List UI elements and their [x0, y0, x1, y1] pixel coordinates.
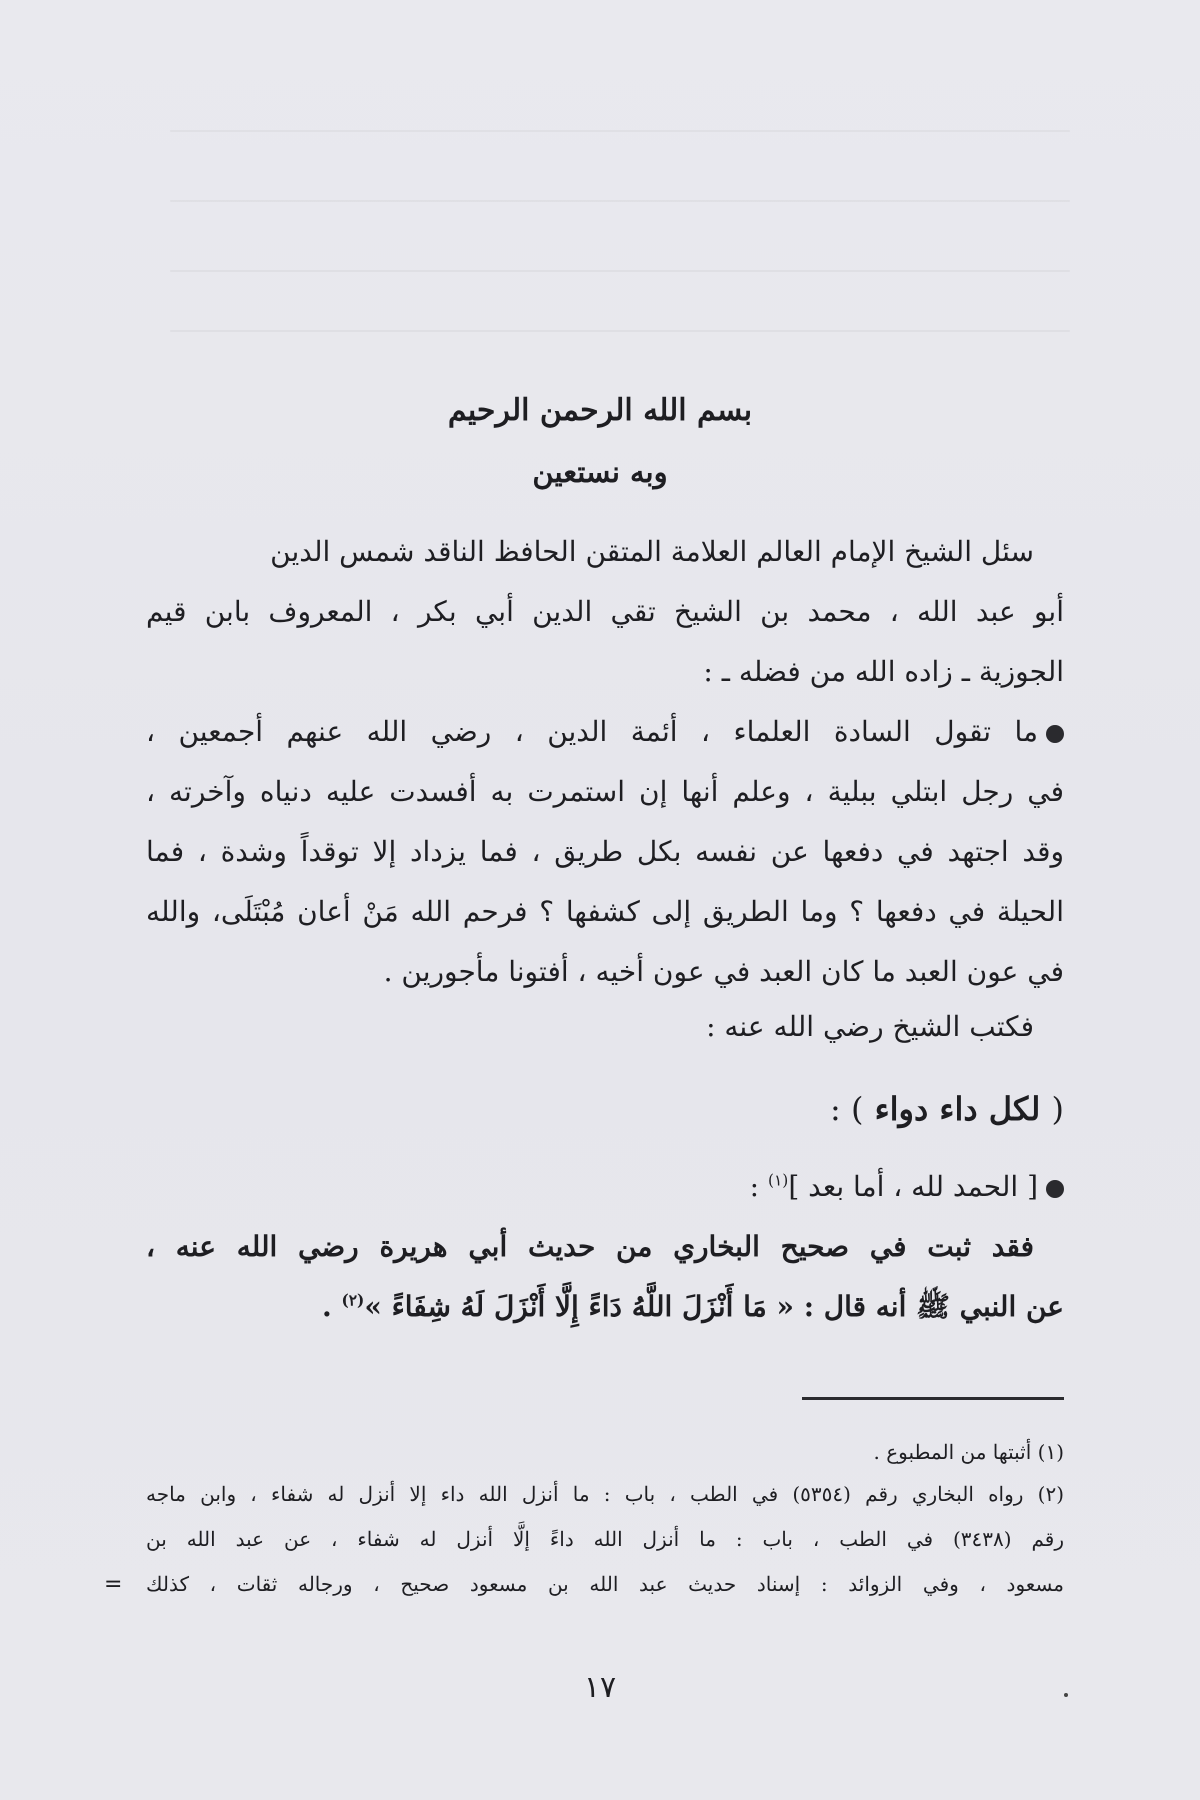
nastain-subheading: وبه نستعين [532, 455, 668, 489]
answer-intro: فكتب الشيخ رضي الله عنه : [706, 1010, 1034, 1043]
footnote-ref[interactable]: (٢) [341, 1291, 365, 1310]
intro-line: أبو عبد الله ، محمد بن الشيخ تقي الدين أبي بكر ، المعروف بابن قيم [146, 595, 1064, 628]
question-line: ما تقول السادة العلماء ، أئمة الدين ، رضي الله عنهم أجمعين ، [146, 715, 1064, 748]
hadith-line: عن النبي ﷺ أنه قال : « مَا أَنْزَلَ اللَّهُ دَاءً إِلَّا أَنْزَلَ لَهُ شِفَاءً »$^{(٢)}$ . [321, 1290, 1064, 1323]
section-heading-text: لكل داء دواء [874, 1090, 1041, 1128]
bleed-through-texture [170, 270, 1070, 272]
bleed-through-texture [170, 200, 1070, 202]
hamd-line: [ الحمد لله ، أما بعد ]$^{(١)}$ : [750, 1170, 1064, 1203]
page-number: ١٧ [583, 1670, 617, 1705]
paper-speck [1064, 1693, 1068, 1697]
section-heading: ( لكل داء دواء ) : [830, 1090, 1064, 1128]
footnote-divider [802, 1397, 1064, 1400]
bleed-through-texture [170, 330, 1070, 332]
hadith-line: فقد ثبت في صحيح البخاري من حديث أبي هريرة رضي الله عنه ، [146, 1230, 1034, 1263]
question-line: في رجل ابتلي ببلية ، وعلم أنها إن استمرت به أفسدت عليه دنياه وآخرته ، [146, 775, 1064, 808]
footnote-2-line: رقم (٣٤٣٨) في الطب ، باب : ما أنزل الله داءً إلَّا أنزل له شفاء ، عن عبد الله بن [146, 1527, 1064, 1551]
continuation-mark: = [104, 1572, 123, 1597]
bleed-through-texture [170, 130, 1070, 132]
intro-line: سئل الشيخ الإمام العالم العلامة المتقن الحافظ الناقد شمس الدين [270, 535, 1034, 568]
footnote-2-line: مسعود ، وفي الزوائد : إسناد حديث عبد الله بن مسعود صحيح ، ورجاله ثقات ، كذلك [146, 1572, 1064, 1596]
bullet-icon [1046, 725, 1064, 743]
bullet-icon [1046, 1180, 1064, 1198]
question-line: وقد اجتهد في دفعها عن نفسه بكل طريق ، فما يزداد إلا توقداً وشدة ، فما [146, 835, 1064, 868]
question-line: الحيلة في دفعها ؟ وما الطريق إلى كشفها ؟ فرحم الله مَنْ أعان مُبْتَلَى، والله [146, 895, 1064, 928]
question-line: في عون العبد ما كان العبد في عون أخيه ، أفتونا مأجورين . [383, 955, 1064, 988]
basmala-heading: بسم الله الرحمن الرحيم [447, 393, 753, 428]
footnote-ref[interactable]: (١) [768, 1171, 789, 1190]
footnote-2-line: (٢) رواه البخاري رقم (٥٣٥٤) في الطب ، باب : ما أنزل الله داء إلا أنزل له شفاء ، وابن ماجه [146, 1482, 1064, 1506]
footnote-1: (١) أثبتها من المطبوع . [873, 1440, 1064, 1464]
intro-line: الجوزية ـ زاده الله من فضله ـ : [703, 655, 1064, 688]
